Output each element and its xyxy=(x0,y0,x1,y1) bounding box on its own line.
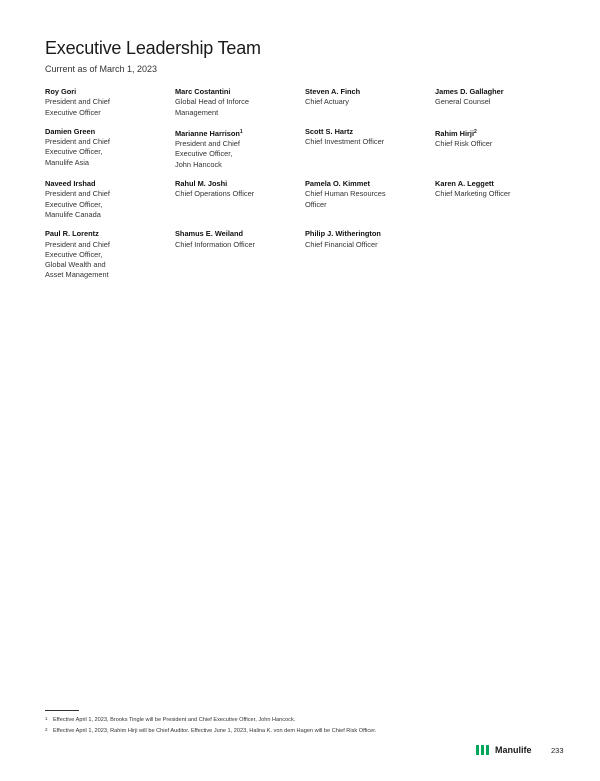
executive-entry xyxy=(45,229,175,280)
executive-entry xyxy=(45,127,175,170)
executive-role: Chief Marketing Officer xyxy=(435,189,511,199)
footnote-marker: 2 xyxy=(474,128,477,135)
executive-role: General Counsel xyxy=(435,97,491,107)
executive-grid xyxy=(45,87,565,281)
executive-role: Chief Human Resources Officer xyxy=(305,189,386,209)
executive-role: Chief Information Officer xyxy=(175,239,255,249)
page-subtitle: Current as of March 1, 2023 xyxy=(45,64,158,74)
brand-name: Manulife xyxy=(495,745,532,755)
executive-entry xyxy=(305,229,435,280)
logo-stripe xyxy=(476,745,479,755)
executive-name: Steven A. Finch xyxy=(305,87,361,96)
executive-name: James D. Gallagher xyxy=(435,87,504,96)
executive-name: Scott S. Hartz xyxy=(305,126,354,136)
logo-stripe xyxy=(486,745,489,755)
executive-entry xyxy=(45,87,175,118)
executive-entry xyxy=(175,179,305,220)
executive-role: President and Chief Executive Officer, Manulife Canada xyxy=(45,189,110,219)
manulife-logo-icon xyxy=(476,745,490,755)
executive-name: Naveed Irshad xyxy=(45,179,96,189)
executive-name: Pamela O. Kimmet xyxy=(305,179,370,189)
executive-entry xyxy=(305,87,435,118)
executive-entry xyxy=(175,87,305,118)
executive-entry xyxy=(435,87,565,118)
executive-name: Karen A. Leggett xyxy=(435,179,494,189)
executive-name: Paul R. Lorentz xyxy=(45,229,99,239)
executive-entry xyxy=(435,179,565,220)
executive-role: Chief Risk Officer xyxy=(435,139,493,149)
executive-entry xyxy=(45,179,175,220)
footnote xyxy=(45,725,565,736)
executive-role: President and Chief Executive Officer, Global Wealth and Asset Management xyxy=(45,239,110,280)
executive-name: Rahim Hirji$^2$ xyxy=(435,128,477,138)
executive-name: Roy Gori xyxy=(45,87,77,96)
executive-role: President and Chief Executive Officer, Manulife Asia xyxy=(45,137,110,167)
executive-entry xyxy=(435,127,565,170)
footnote-divider xyxy=(45,710,79,711)
executive-entry xyxy=(305,179,435,220)
logo-stripe xyxy=(481,745,484,755)
executive-role: Chief Financial Officer xyxy=(305,239,378,249)
executive-name: Marc Costantini xyxy=(175,87,231,96)
executive-entry xyxy=(305,127,435,170)
footnote-text: Effective April 1, 2023, Brooks Tingle will be President and Chief Executive Officer, John Hancock. xyxy=(53,717,296,723)
executive-role: President and Chief Executive Officer, John Hancock xyxy=(175,139,240,169)
executive-role: Global Head of Inforce Management xyxy=(175,97,249,117)
footnote-marker: 1 xyxy=(239,128,243,135)
executive-entry xyxy=(175,229,305,280)
executive-entry xyxy=(175,127,305,170)
executive-name: Philip J. Witherington xyxy=(305,229,381,239)
page-title: Executive Leadership Team xyxy=(45,38,261,58)
footnote xyxy=(45,714,565,725)
brand-footer xyxy=(476,744,532,756)
executive-name: Shamus E. Weiland xyxy=(175,229,244,239)
executive-role: Chief Investment Officer xyxy=(305,137,385,147)
executive-name: Damien Green xyxy=(45,126,96,136)
executive-role: Chief Actuary xyxy=(305,97,349,107)
page-number: 233 xyxy=(551,746,564,755)
executive-role: President and Chief Executive Officer xyxy=(45,97,110,117)
executive-name: Marianne Harrison$^1$ xyxy=(175,128,243,138)
footnote-number: 2 xyxy=(45,727,48,732)
footnote-number: 1 xyxy=(45,716,48,721)
footnotes xyxy=(45,714,565,736)
executive-name: Rahul M. Joshi xyxy=(175,179,228,189)
executive-role: Chief Operations Officer xyxy=(175,189,255,199)
footnote-text: Effective April 1, 2023, Rahim Hirji will be Chief Auditor. Effective June 1, 2023, Halina K. von dem Hagen will be Chief Risk Officer. xyxy=(53,728,377,734)
